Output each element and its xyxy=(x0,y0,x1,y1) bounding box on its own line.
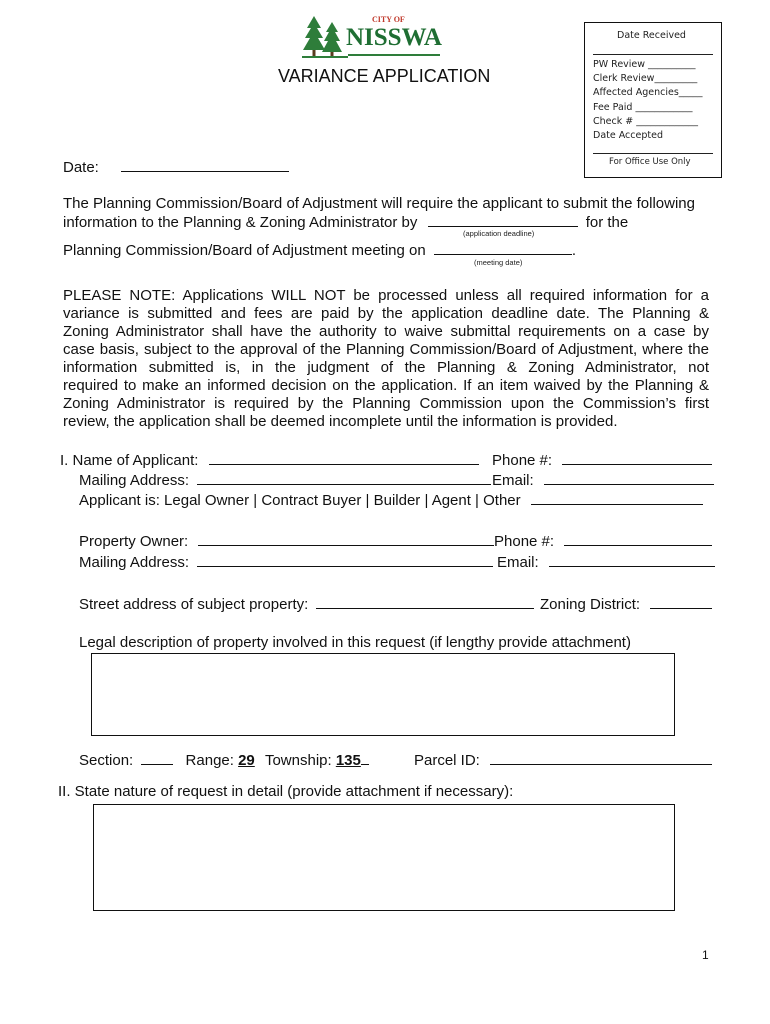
owner-email-row xyxy=(497,552,715,572)
owner-mailing-label: Mailing Address: xyxy=(79,554,190,571)
note-line: required to make an informed decision on the application. If an item waived by the Planning & xyxy=(63,377,709,394)
zoning-field[interactable] xyxy=(650,594,712,609)
meeting-date-field[interactable] xyxy=(434,240,572,255)
owner-email-label: Email: xyxy=(497,554,539,571)
date-row xyxy=(63,157,289,177)
intro-line-2-text: information to the Planning & Zoning Administrator by xyxy=(63,214,418,231)
owner-mailing-row xyxy=(79,552,493,572)
applicant-is-label: Applicant is: Legal Owner | Contract Buyer | Builder | Agent | Other xyxy=(79,492,521,509)
applicant-phone-label: Phone #: xyxy=(492,452,553,469)
parcel-row xyxy=(414,750,712,770)
office-use-box xyxy=(584,22,722,178)
street-address-field[interactable] xyxy=(316,594,534,609)
township-value[interactable]: 135 xyxy=(335,752,361,769)
note-line: Zoning Administrator shall have the authority to waive submittal requirements on a case by xyxy=(63,323,709,340)
applicant-name-row xyxy=(60,450,479,470)
owner-label: Property Owner: xyxy=(79,533,189,550)
office-item-affected-agencies: Affected Agencies_____ xyxy=(593,87,703,98)
applicant-email-row xyxy=(492,470,714,490)
applicant-mailing-field[interactable] xyxy=(197,470,491,485)
owner-phone-row xyxy=(494,531,712,551)
meeting-caption: (meeting date) xyxy=(474,258,523,267)
zoning-row xyxy=(540,594,712,614)
logo-name: NISSWA xyxy=(346,24,442,51)
owner-phone-field[interactable] xyxy=(564,531,712,546)
note-line: case basis, subject to the approval of the Planning Commission/Board of Adjustment, where the xyxy=(63,341,709,358)
parcel-label: Parcel ID: xyxy=(414,752,480,769)
applicant-is-row xyxy=(79,490,703,510)
application-deadline-field[interactable] xyxy=(428,212,578,227)
applicant-email-field[interactable] xyxy=(544,470,714,485)
note-line: variance is submitted and fees are paid by the application deadline date. The Planning & xyxy=(63,305,709,322)
owner-email-field[interactable] xyxy=(549,552,715,567)
street-address-label: Street address of subject property: xyxy=(79,596,309,613)
zoning-label: Zoning District: xyxy=(540,596,641,613)
township-underline xyxy=(361,750,369,765)
logo-city-of: CITY OF xyxy=(372,15,405,24)
logo-underline xyxy=(348,54,440,56)
owner-phone-label: Phone #: xyxy=(494,533,555,550)
applicant-phone-field[interactable] xyxy=(562,450,712,465)
note-line: Zoning Administrator is required by the Planning Commission upon the Commission’s first xyxy=(63,395,709,412)
legal-description-label: Legal description of property involved in this request (if lengthy provide attachment) xyxy=(79,634,631,651)
section-label: Section: xyxy=(79,752,134,769)
note-line: information submitted is, in the judgment of the Planning & Zoning Administrator, not xyxy=(63,359,709,376)
page-number: 1 xyxy=(702,948,709,962)
please-note-paragraph xyxy=(63,287,709,431)
owner-row xyxy=(79,531,494,551)
deadline-caption: (application deadline) xyxy=(463,229,535,238)
range-value[interactable]: 29 xyxy=(238,752,255,769)
owner-field[interactable] xyxy=(198,531,494,546)
applicant-name-field[interactable] xyxy=(209,450,479,465)
city-logo xyxy=(302,12,442,60)
applicant-phone-row xyxy=(492,450,712,470)
date-label: Date: xyxy=(63,159,99,176)
office-item-date-accepted: Date Accepted xyxy=(593,130,663,141)
owner-mailing-field[interactable] xyxy=(197,552,493,567)
intro-line-1: The Planning Commission/Board of Adjustment will require the applicant to submit the following xyxy=(63,195,695,212)
office-use-footer: For Office Use Only xyxy=(609,157,691,167)
page-title: VARIANCE APPLICATION xyxy=(278,66,491,86)
legal-description-box[interactable] xyxy=(91,653,675,736)
office-item-fee-paid: Fee Paid ____________ xyxy=(593,102,693,113)
note-line: review, the application shall be deemed incomplete until the information is provided. xyxy=(63,413,618,430)
township-label: Township: xyxy=(264,752,332,769)
range-label: Range: xyxy=(185,752,234,769)
street-address-row xyxy=(79,594,534,614)
pine-trees-icon xyxy=(302,14,348,60)
intro-line-2-post: for the xyxy=(585,214,629,231)
section-2-label: II. State nature of request in detail (provide attachment if necessary): xyxy=(58,783,514,800)
applicant-mailing-row xyxy=(79,470,491,490)
intro-line-3: Planning Commission/Board of Adjustment meeting on . xyxy=(63,242,577,259)
applicant-other-field[interactable] xyxy=(531,490,703,505)
office-item-clerk-review: Clerk Review_________ xyxy=(593,73,698,84)
applicant-name-label: I. Name of Applicant: xyxy=(60,452,199,469)
date-received-line xyxy=(593,54,713,55)
date-accepted-line xyxy=(593,153,713,154)
section-row xyxy=(79,750,369,770)
applicant-email-label: Email: xyxy=(492,472,534,489)
intro-line-2 xyxy=(63,212,628,232)
date-received-label: Date Received xyxy=(617,30,686,41)
applicant-mailing-label: Mailing Address: xyxy=(79,472,190,489)
office-item-check: Check # _____________ xyxy=(593,116,698,127)
parcel-field[interactable] xyxy=(490,750,712,765)
request-detail-box[interactable] xyxy=(93,804,675,911)
intro-line-3-text: Planning Commission/Board of Adjustment meeting on xyxy=(63,242,426,259)
section-field[interactable] xyxy=(141,750,173,765)
office-item-pw-review: PW Review __________ xyxy=(593,59,696,70)
date-field[interactable] xyxy=(121,157,289,172)
note-line: PLEASE NOTE: Applications WILL NOT be processed unless all required information for a xyxy=(63,287,709,304)
